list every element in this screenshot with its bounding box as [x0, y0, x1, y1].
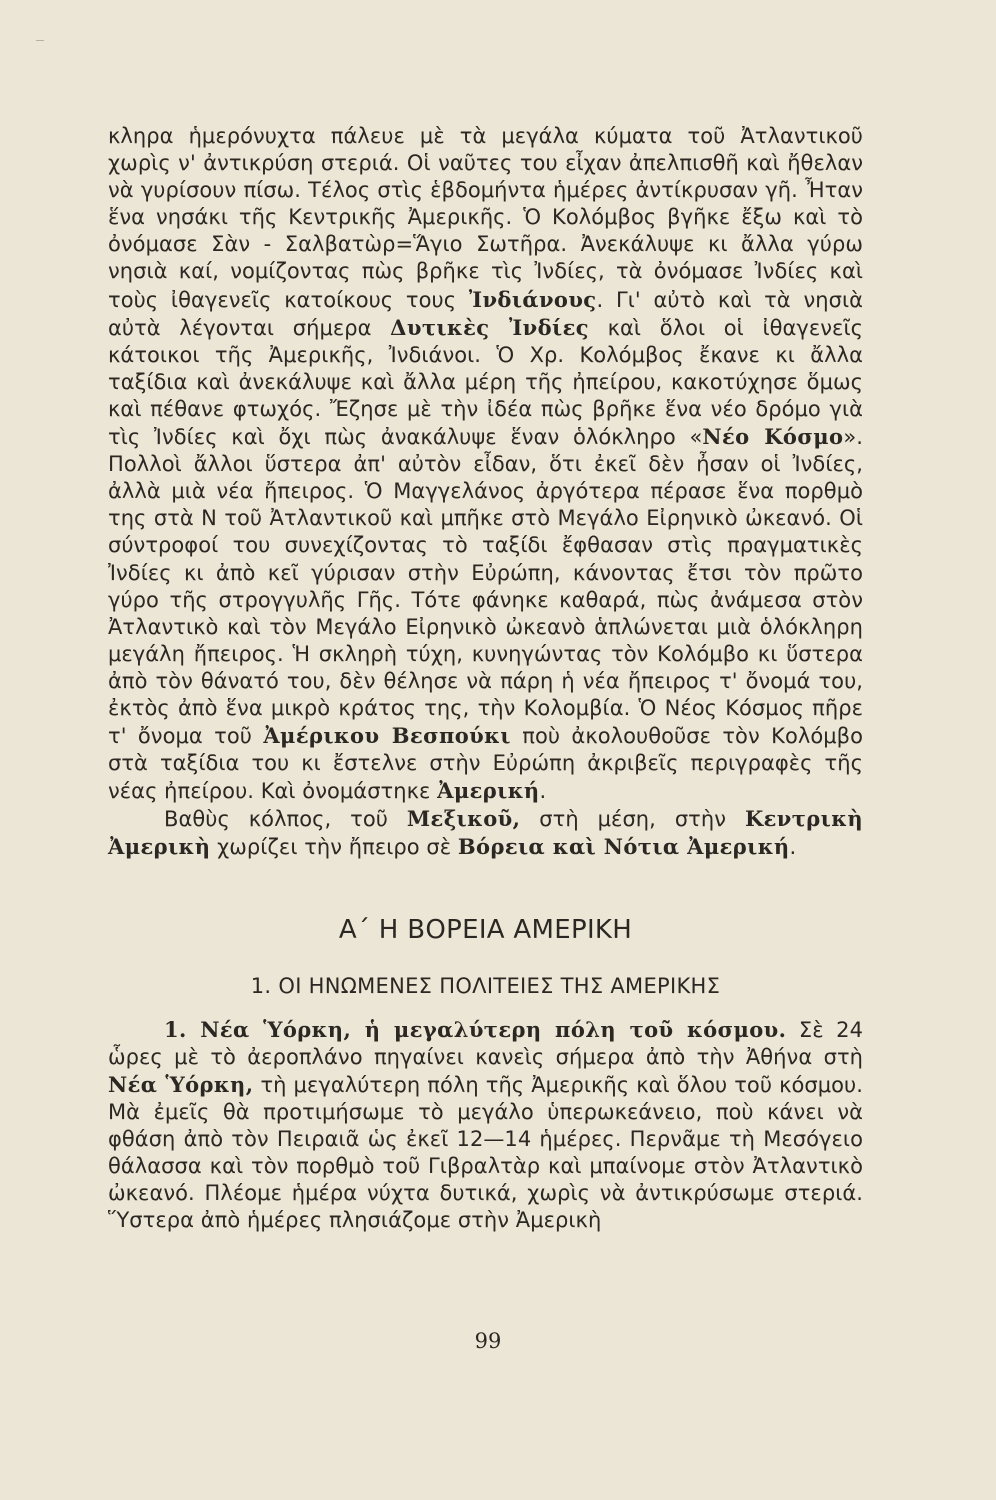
- text-run: κληρα ἡμερόνυχτα πάλευε μὲ τὰ μεγάλα κύματα τοῦ Ἀτλαντικοῦ χωρὶς ν' ἀντικρύση στεριά. Οἱ ναῦτες του εἶχαν ἀπελπισθῆ καὶ ἤθελαν νὰ γυρίσουν πίσω. Τέλος στὶς ἑβδομήντα ἡμέρες ἀντίκρυσαν γῆ. Ἦταν ἕνα νησάκι τῆς Κεντρικῆς Ἀμερικῆς. Ὁ Κολόμβος βγῆκε ἔξω καὶ τὸ ὀνόμασε Σὰν - Σαλβατὼρ=Ἅγιο Σωτῆρα. Ἀνεκάλυψε κι ἄλλα γύρω νησιὰ καί, νομίζοντας πὼς βρῆκε τὶς Ἰνδίες, τὰ ὀνόμασε Ἰνδίες καὶ τοὺς ἰθαγενεῖς κατοίκους τους: [108, 124, 863, 312]
- text-run: Βαθὺς κόλπος, τοῦ: [164, 807, 388, 832]
- term-indians: Ἰνδιάνους: [468, 286, 597, 312]
- body-text: [108, 123, 863, 1234]
- page-number: 99: [474, 1329, 502, 1353]
- scan-mark: [36, 40, 44, 41]
- text-run: Σὲ 24 ὧρες μὲ τὸ ἀεροπλάνο πηγαίνει κανεὶς σήμερα ἀπὸ τὴν Ἀθήνα στὴ: [108, 1017, 863, 1069]
- text-run: χωρίζει τὴν ἤπειρο σὲ: [217, 835, 452, 860]
- new-york-paragraph: [108, 1016, 863, 1235]
- section-title: Α΄ Η ΒΟΡΕΙΑ ΑΜΕΡΙΚΗ: [338, 914, 633, 945]
- text-run: ». Πολλοὶ ἄλλοι ὕστερα ἀπ' αὐτὸν εἶδαν, ὅτι ἐκεῖ δὲν ἦσαν οἱ Ἰνδίες, ἀλλὰ μιὰ νέα ἤπειρος. Ὁ Μαγγελάνος ἀργότερα πέρασε ἕνα πορθμὸ της στὰ Ν τοῦ Ἀτλαντικοῦ καὶ μπῆκε στὸ Μεγάλο Εἰρηνικὸ ὠκεανό. Οἱ σύντροφοί του συνεχίζοντας τὸ ταξίδι ἔφθασαν στὶς πραγματικὲς Ἰνδίες κι ἀπὸ κεῖ γύρισαν στὴν Εὐρώπη, κάνοντας ἔτσι τὸν πρῶτο γύρο τῆς στρογγυλῆς Γῆς. Τότε φάνηκε καθαρά, πὼς ἀνάμεσα στὸν Ἀτλαντικὸ καὶ τὸν Μεγάλο Εἰρηνικὸ ὠκεανὸ ἁπλώνεται μιὰ ὁλόκληρη μεγάλη ἤπειρος. Ἡ σκληρὴ τύχη, κυνηγώντας τὸν Κολόμβο κι ὕστερα ἀπὸ τὸν θάνατό του, δὲν θέλησε νὰ πάρη ἡ νέα ἤπειρος τ' ὄνομά του, ἐκτὸς ἀπὸ ἕνα μικρὸ κράτος της, τὴν Κολομβία. Ὁ Νέος Κόσμος πῆρε τ' ὄνομα τοῦ: [108, 425, 863, 749]
- text-run: .: [789, 835, 797, 860]
- gulf-paragraph: [108, 805, 863, 861]
- subsection-title: 1. ΟΙ ΗΝΩΜΕΝΕΣ ΠΟΛΙΤΕΙΕΣ ΤΗΣ ΑΜΕΡΙΚΗΣ: [250, 973, 721, 998]
- term-central-america: Κεντρικὴ Ἀμερικὴ: [108, 806, 864, 860]
- paragraph-heading: 1. Νέα Ὑόρκη, ἡ μεγαλύτερη πόλη τοῦ κόσμου.: [164, 1016, 787, 1042]
- term-new-york: Νέα Ὑόρκη,: [108, 1071, 254, 1097]
- text-run: στὴ μέση, στὴν: [539, 807, 727, 832]
- term-north-south-america: Βόρεια καὶ Νότια Ἀμερική: [457, 834, 790, 860]
- term-new-world: Νέο Κόσμο: [702, 424, 844, 450]
- term-mexico: Μεξικοῦ,: [406, 806, 521, 832]
- term-west-indies: Δυτικὲς Ἰνδίες: [390, 314, 589, 340]
- text-run: τὴ μεγαλύτερη πόλη τῆς Ἀμερικῆς καὶ ὅλου τοῦ κόσμου. Μὰ ἐμεῖς θὰ προτιμήσωμε τὸ μεγάλο ὑπερωκεάνειο, ποὺ κάνει νὰ φθάση ἀπὸ τὸν Πειραιᾶ ὡς ἐκεῖ 12—14 ἡμέρες. Περνᾶμε τὴ Μεσόγειο θάλασσα καὶ τὸν πορθμὸ τοῦ Γιβραλτὰρ καὶ μπαίνομε στὸν Ἀτλαντικὸ ὠκεανό. Πλέομε ἡμέρα νύχτα δυτικά, χωρὶς νὰ ἀντικρύσωμε στεριά. Ὕστερα ἀπὸ ἡμέρες πλησιάζομε στὴν Ἀμερικὴ: [108, 1072, 863, 1233]
- term-america: Ἀμερική: [437, 778, 540, 804]
- intro-paragraph: [108, 123, 863, 805]
- text-run: ποὺ ἀκολουθοῦσε τὸν Κολόμβο στὰ ταξίδια του κι ἔστελνε στὴν Εὐρώπη ἀκριβεῖς περιγραφὲς τῆς νέας ἠπείρου. Καὶ ὀνομάστηκε: [108, 724, 863, 804]
- term-amerigo-vespucci: Ἀμέρικου Βεσπούκι: [263, 723, 511, 749]
- text-run: . Γι' αὐτὸ καὶ τὰ νησιὰ αὐτὰ λέγονται σήμερα: [108, 287, 863, 340]
- text-run: .: [539, 779, 547, 804]
- text-run: καὶ ὅλοι οἱ ἰθαγενεῖς κάτοικοι τῆς Ἀμερικῆς, Ἰνδιάνοι. Ὁ Χρ. Κολόμβος ἔκανε κι ἄλλα ταξίδια καὶ ἀνεκάλυψε καὶ ἄλλα μέρη τῆς ἠπείρου, κακοτύχησε ὅμως καὶ πέθανε φτωχός. Ἔζησε μὲ τὴν ἰδέα πὼς βρῆκε ἕνα νέο δρόμο γιὰ τὶς Ἰνδίες καὶ ὄχι πὼς ἀνακάλυψε ἕναν ὁλόκληρο «: [108, 315, 863, 450]
